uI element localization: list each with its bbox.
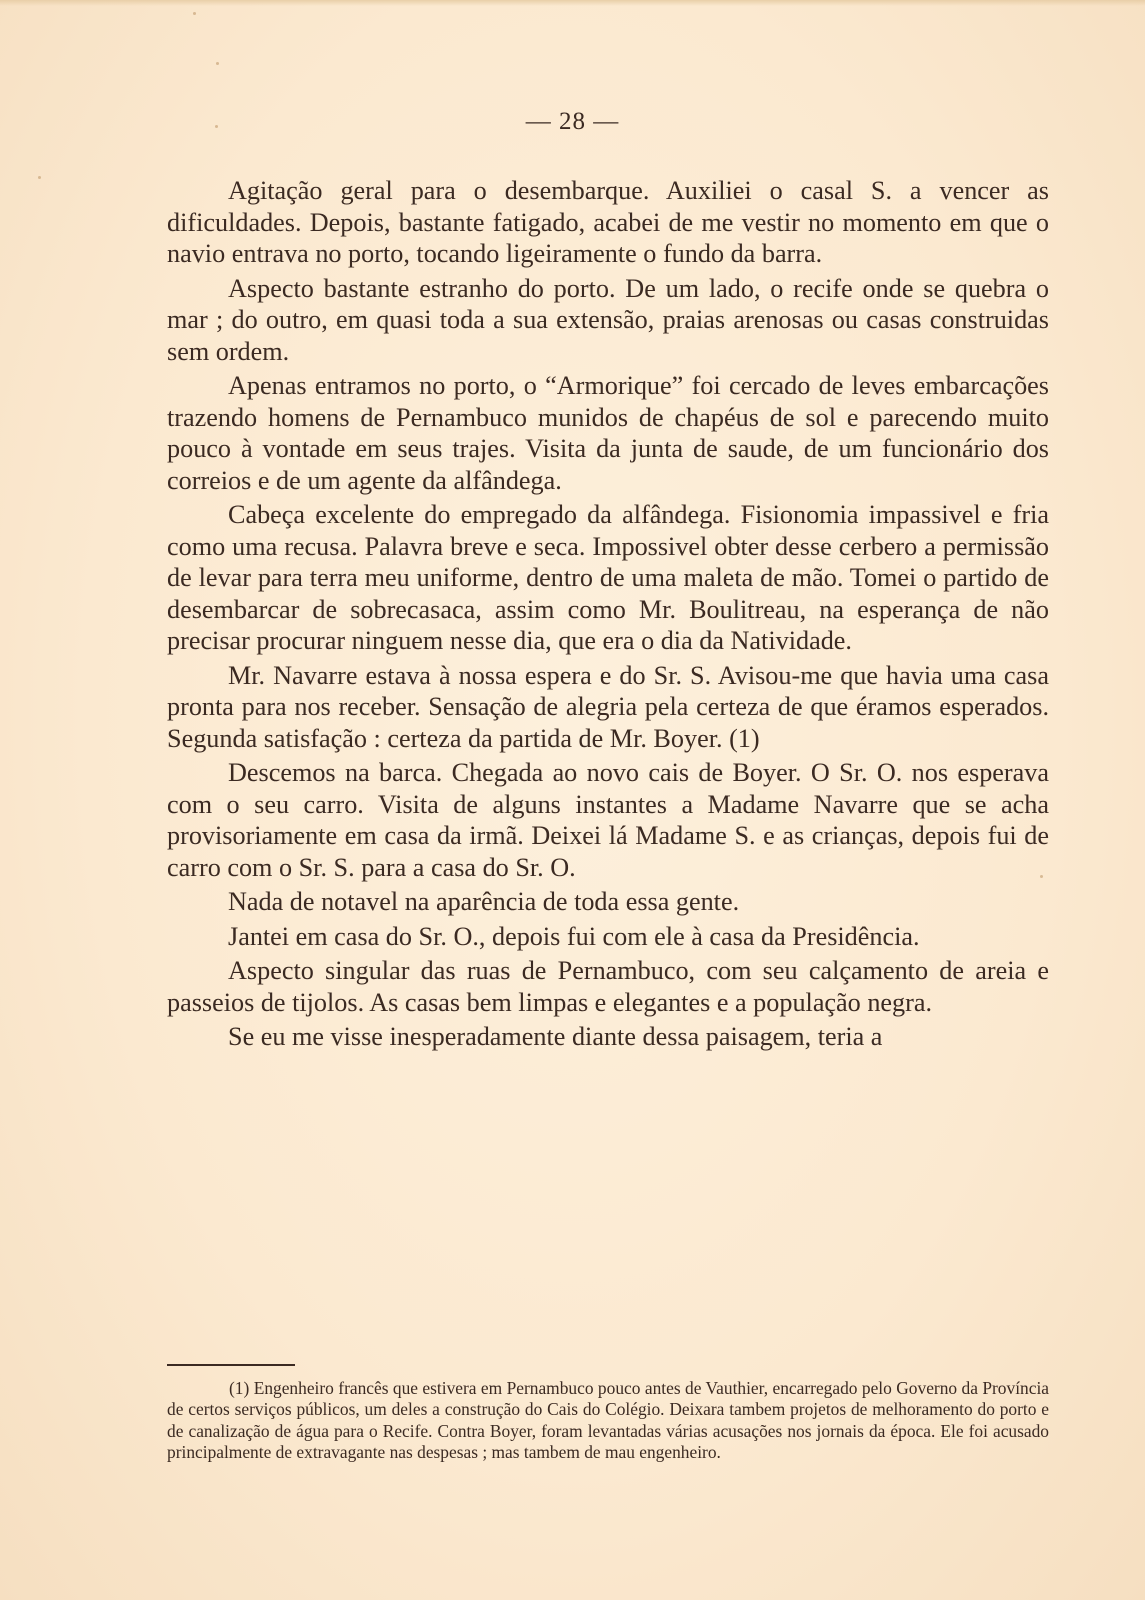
footnotes <box>167 1378 1049 1463</box>
paragraph: Se eu me visse inesperadamente diante dessa paisagem, teria a <box>228 1022 883 1051</box>
paragraph: Aspecto singular das ruas de Pernambuco, com seu calçamento de areia e passeios de tijolos. As casas bem limpas e elegantes e a população negra. <box>167 956 1049 1017</box>
footnote-divider <box>167 1364 295 1366</box>
paragraph: Aspecto bastante estranho do porto. De um lado, o recife onde se quebra o mar ; do outro, em quasi toda a sua extensão, praias arenosas ou casas construidas sem ordem. <box>167 273 1049 366</box>
paragraph: Descemos na barca. Chegada ao novo cais de Boyer. O Sr. O. nos esperava com o seu carro. Visita de alguns instantes a Madame Navarre que se acha provisoriamente em casa da irmã. Deixei lá Madame S. e as crianças, depois fui de carro com o Sr. S. para a casa do Sr. O. <box>167 758 1049 882</box>
paragraph: Cabeça excelente do empregado da alfândega. Fisionomia impassivel e fria como uma recusa. Palavra breve e seca. Impossivel obter desse cerbero a permissão de levar para terra meu uniforme, dentro de uma maleta de mão. Tomei o partido de desembarcar de sobrecasaca, assim como Mr. Boulitreau, na esperança de não precisar procurar ninguem nesse dia, que era o dia da Natividade. <box>167 500 1049 655</box>
paragraph: Apenas entramos no porto, o “Armorique” foi cercado de leves embarcações trazendo homens de Pernambuco munidos de chapéus de sol e parecendo muito pouco à vontade em seus trajes. Visita da junta de saude, de um funcionário dos correios e de um agente da alfândega. <box>167 371 1049 495</box>
paragraph: Agitação geral para o desembarque. Auxiliei o casal S. a vencer as dificuldades. Depois, bastante fatigado, acabei de me vestir no momento em que o navio entrava no porto, tocando ligeiramente o fundo da barra. <box>167 176 1049 268</box>
paragraph: Nada de notavel na aparência de toda essa gente. <box>228 887 740 916</box>
paper-speck <box>216 62 219 65</box>
paragraph: Mr. Navarre estava à nossa espera e do Sr. S. Avisou-me que havia uma casa pronta para nos receber. Sensação de alegria pela certeza de que éramos esperados. Segunda satisfação : certeza da partida de Mr. Boyer. (1) <box>167 660 1049 753</box>
paper-speck <box>38 176 41 179</box>
page-edge <box>0 0 1145 6</box>
body-text <box>167 175 1049 1053</box>
page-number: — 28 — <box>525 108 620 135</box>
paragraph: Jantei em casa do Sr. O., depois fui com ele à casa da Presidência. <box>228 921 920 951</box>
paper-speck <box>193 12 196 15</box>
footnote: (1) Engenheiro francês que estivera em Pernambuco pouco antes de Vauthier, encarregado pelo Governo da Província de certos serviços públicos, um deles a construção do Cais do Colégio. Deixara tambem projetos de melhoramento do porto e de canalização de água para o Recife. Contra Boyer, foram levantadas várias acusações nos jornais da época. Ele foi acusado principalmente de extravagante nas despesas ; mas tambem de mau engenheiro. <box>167 1378 1049 1462</box>
